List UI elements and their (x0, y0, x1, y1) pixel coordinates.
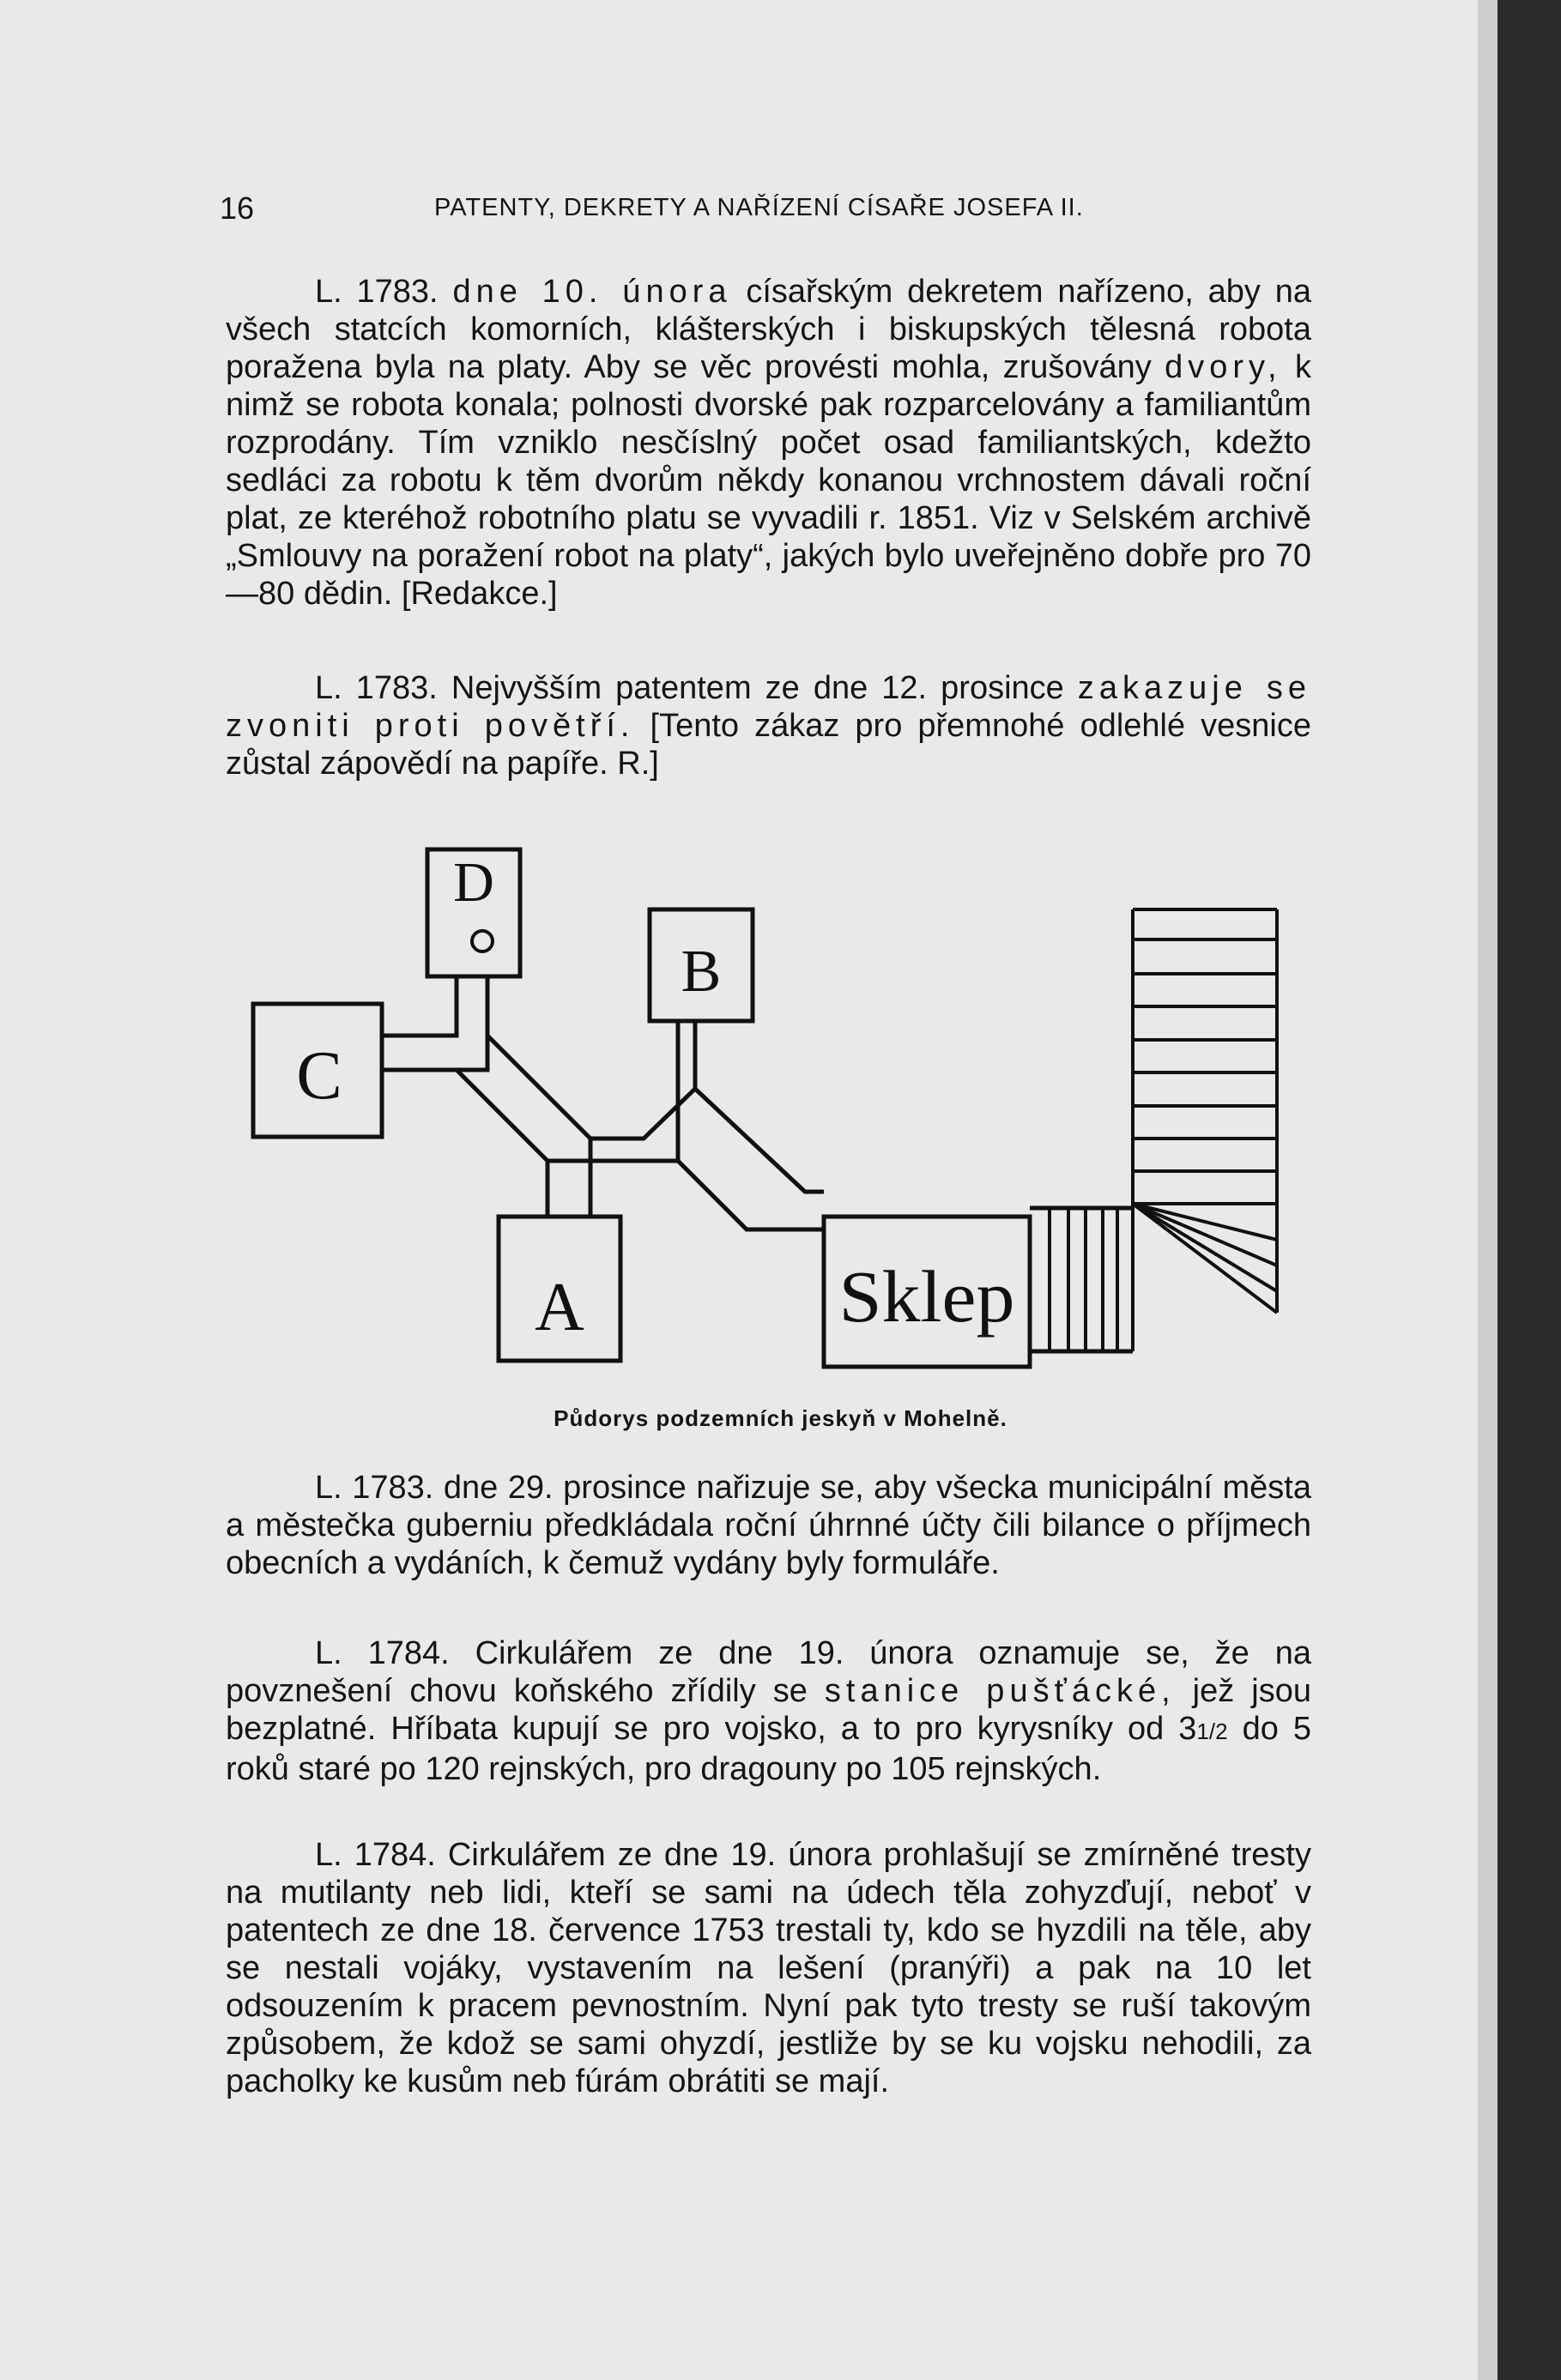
spaced-phrase: zakazuje se zvoniti proti povětří. (226, 670, 1312, 744)
spaced-term: dvory, (1165, 349, 1282, 385)
spaced-phrase: stanice pušťácké, (824, 1673, 1176, 1709)
paragraph-1783-december-12: L. 1783. Nejvyšším patentem ze dne 12. prosince zakazuje se zvoniti proti povětří. [Tento zákaz pro přemnohé odlehlé vesnice zůstal zápovědí na papíře. R.] (226, 670, 1312, 782)
label-c: C (296, 1038, 342, 1114)
page-edge (1478, 0, 1497, 2380)
fraction: 1/2 (1196, 1719, 1228, 1744)
room-d-marker (472, 931, 493, 951)
label-sklep: Sklep (838, 1255, 1015, 1338)
paragraph-1783-february: L. 1783. dne 10. února císařským dekretem nařízeno, aby na všech statcích komorních, klášterských i biskupských tělesná robota poražena byla na platy. Aby se věc provésti mohla, zrušovány dvory, k nimž se robota konala; polnosti dvorské pak rozparcelovány a familiantům rozprodány. Tím vzniklo nesčíslný počet osad familiantských, kdežto sedláci za robotu k těm dvorům někdy konanou vrchnostem dávali roční plat, ze kteréhož robotního platu se vyvadili r. 1851. Viz v Selském archivě „Smlouvy na poražení robot na platy“, jakých bylo uveřejněno dobře pro 70—80 dědin. [Redakce.] (226, 274, 1312, 612)
figure-caption: Půdorys podzemních jeskyň v Mohelně. (554, 1405, 1007, 1431)
scan-border (1497, 0, 1561, 2380)
paragraph-1784-stud-stations: L. 1784. Cirkulářem ze dne 19. února oznamuje se, že na povznešení chovu koňského zřídily se stanice pušťácké, jež jsou bezplatné. Hříbata kupují se pro vojsko, a to pro kyrysníky od 31/2 do 5 roků staré po 120 rejnských, pro dragouny po 105 rejnských. (226, 1635, 1311, 1787)
label-a: A (535, 1270, 584, 1345)
paragraph-1783-december-29: L. 1783. dne 29. prosince nařizuje se, aby všecka municipální města a městečka guberniu předkládala roční úhrnné účty čili bilance o příjmech obecních a vydáních, k čemuž vydány byly formuláře. (226, 1470, 1311, 1581)
label-b: B (681, 939, 722, 1005)
spaced-date: dne 10. února (452, 274, 732, 310)
cave-floor-plan (240, 837, 1322, 1394)
page-number: 16 (220, 190, 255, 226)
running-title: PATENTY, DEKRETY A NAŘÍZENÍ CÍSAŘE JOSEFA II. (434, 194, 1084, 221)
tunnel-walls (382, 976, 1133, 1351)
running-head (220, 190, 1318, 233)
paragraph-1784-mutilants: L. 1784. Cirkulářem ze dne 19. února prohlašují se zmírněné tresty na mutilanty neb lidi, kteří se sami na údech těla zohyzďují, neboť v patentech ze dne 18. července 1753 trestali ty, kdo se hyzdili na těle, aby se nestali vojáky, vystavením na lešení (pranýři) a pak na 10 let odsouzením k pracem pevnostním. Nyní pak tyto tresty se ruší takovým způsobem, že kdož se sami ohyzdí, jestliže by se ku vojsku nehodili, za pacholky ke kusům neb fúrám obrátiti se mají. (226, 1837, 1311, 2099)
staircase (1050, 909, 1277, 1351)
label-d: D (453, 851, 494, 914)
